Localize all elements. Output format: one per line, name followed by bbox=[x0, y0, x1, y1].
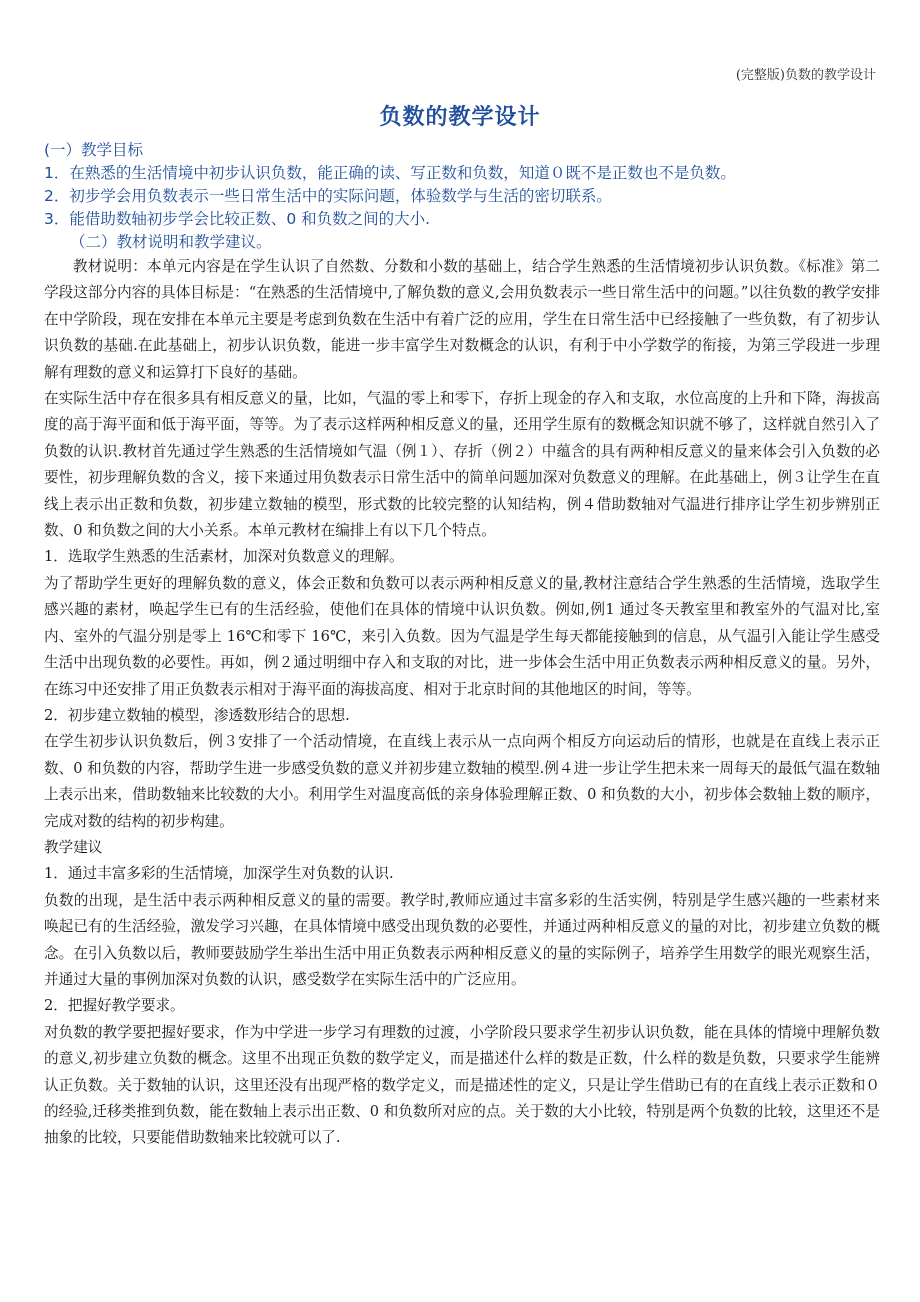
intro-paragraph: 教材说明：本单元内容是在学生认识了自然数、分数和小数的基础上，结合学生熟悉的生活情境初步认识负数。《标准》第二学段这部分内容的具体目标是：“在熟悉的生活情境中,了解负数的意义,会用负数表示一些日常生活中的问题。”以往负数的教学安排在中学阶段，现在安排在本单元主要是考虑到负数在生活中有着广泛的应用，学生在日常生活中已经接触了一些负数，有了初步认识负数的基础.在此基础上，初步认识负数，能进一步丰富学生对数概念的认识，有利于中小学数学的衔接，为第三学段进一步理解有理数的意义和运算打下良好的基础。 bbox=[44, 258, 880, 381]
goals-heading: (一）教学目标 bbox=[44, 141, 144, 159]
goal-item-3: 3．能借助数轴初步学会比较正数、0 和负数之间的大小. bbox=[44, 210, 431, 228]
feature-2-paragraph: 在学生初步认识负数后，例３安排了一个活动情境，在直线上表示从一点向两个相反方向运动后的情形，也就是在直线上表示正数、0 和负数的内容，帮助学生进一步感受负数的意义并初步建立数轴的模型.例４进一步让学生把未来一周每天的最低气温在数轴上表示出来，借助数轴来比较数的大小。利用学生对温度高低的亲身体验理解正数、0 和负数的大小，初步体会数轴上数的顺序，完成对数的结构的初步构建。 bbox=[44, 733, 880, 830]
goal-item-1: 1．在熟悉的生活情境中初步认识负数，能正确的读、写正数和负数，知道０既不是正数也不是负数。 bbox=[44, 164, 736, 182]
advice-heading: 教学建议 bbox=[44, 838, 103, 856]
advice-1-paragraph: 负数的出现，是生活中表示两种相反意义的量的需要。教学时,教师应通过丰富多彩的生活实例，特别是学生感兴趣的一些素材来唤起已有的生活经验，激发学习兴趣，在具体情境中感受出现负数的必要性，并通过两种相反意义的量的对比，初步建立负数的概念。在引入负数以后，教师要鼓励学生举出生活中用正负数表示两种相反意义的量的实际例子，培养学生用数学的眼光观察生活，并通过大量的事例加深对负数的认识，感受数学在实际生活中的广泛应用。 bbox=[44, 891, 880, 988]
document-title: 负数的教学设计 bbox=[379, 105, 541, 130]
feature-2-heading: 2．初步建立数轴的模型，渗透数形结合的思想. bbox=[44, 706, 350, 724]
feature-1-paragraph: 为了帮助学生更好的理解负数的意义，体会正数和负数可以表示两种相反意义的量,教材注意结合学生熟悉的生活情境，选取学生感兴趣的素材，唤起学生已有的生活经验，使他们在具体的情境中认识负数。例如,例1 通过冬天教室里和教室外的气温对比,室内、室外的气温分别是零上 16℃和零下 16℃，来引入负数。因为气温是学生每天都能接触到的信息，从气温引入能让学生感受生活中出现负数的必要性。再如，例２通过明细中存入和支取的对比，进一步体会生活中用正负数表示两种相反意义的量。另外，在练习中还安排了用正负数表示相对于海平面的海拔高度、相对于北京时间的其他地区的时间，等等。 bbox=[44, 574, 880, 698]
advice-1-heading: 1．通过丰富多彩的生活情境，加深学生对负数的认识. bbox=[44, 865, 394, 883]
document-body bbox=[44, 139, 880, 1152]
life-paragraph: 在实际生活中存在很多具有相反意义的量，比如，气温的零上和零下，存折上现金的存入和支取，水位高度的上升和下降，海拔高度的高于海平面和低于海平面，等等。为了表示这样两种相反意义的量，还用学生原有的数概念知识就不够了，这样就自然引入了负数的认识.教材首先通过学生熟悉的生活情境如气温（例１）、存折（例２）中蕴含的具有两种相反意义的量来体会引入负数的必要性，初步理解负数的含义，接下来通过用负数表示日常生活中的简单问题加深对负数意义的理解。在此基础上，例３让学生在直线上表示出正数和负数，初步建立数轴的模型，形式数的比较完整的认知结构，例４借助数轴对气温进行排序让学生初步辨别正数、0 和负数之间的大小关系。本单元教材在编排上有以下几个特点。 bbox=[44, 390, 880, 540]
goal-item-2: 2．初步学会用负数表示一些日常生活中的实际问题，体验数学与生活的密切联系。 bbox=[44, 187, 612, 205]
running-header: (完整版)负数的教学设计 bbox=[735, 68, 876, 83]
materials-heading: （二）教材说明和教学建议。 bbox=[70, 233, 272, 251]
advice-2-heading: 2．把握好教学要求。 bbox=[44, 997, 185, 1015]
feature-1-heading: 1．选取学生熟悉的生活素材，加深对负数意义的理解。 bbox=[44, 548, 404, 566]
advice-2-paragraph: 对负数的教学要把握好要求，作为中学进一步学习有理数的过渡，小学阶段只要求学生初步认识负数，能在具体的情境中理解负数的意义,初步建立负数的概念。这里不出现正负数的数学定义，而是描述什么样的数是正数，什么样的数是负数，只要求学生能辨认正负数。关于数轴的认识，这里还没有出现严格的数学定义，而是描述性的定义，只是让学生借助已有的在直线上表示正数和０的经验,迁移类推到负数，能在数轴上表示出正数、0 和负数所对应的点。关于数的大小比较，特别是两个负数的比较，这里还不是抽象的比较，只要能借助数轴来比较就可以了. bbox=[44, 1023, 880, 1147]
